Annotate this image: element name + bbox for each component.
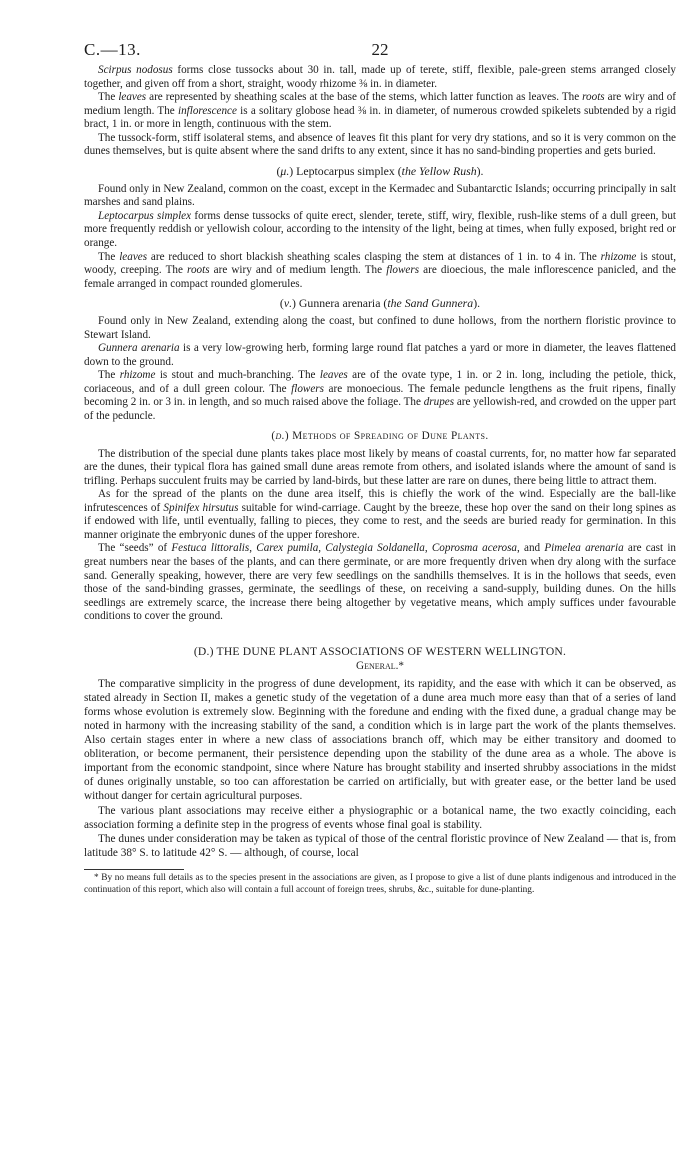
document-reference: C.—13.	[84, 40, 141, 59]
section-heading: (D.) THE DUNE PLANT ASSOCIATIONS OF WESTERN WELLINGTON.	[193, 644, 567, 658]
plant-descriptions	[84, 64, 676, 624]
paragraph: The leaves are reduced to short blackish sheathing scales clasping the stem at distances of 1 in. to 4 in. The rhizome is stout, woody, creeping. The roots are wiry and of medium length. The flowers are dioecious, the male inflorescence panicled, and the female arranged in compact rounded glomerules.	[84, 250, 676, 290]
subsection-heading: (d.) Methods of Spreading of Dune Plants.	[271, 429, 489, 442]
paragraph: The comparative simplicity in the progress of dune development, its rapidity, and the ease with which it can be observed, as stated already in Section II, makes a genetic study of the vegetation of a dune area much more easy than that of a series of land forms whose evolution is extremely slow. Beginning with the foredune and ending with the fixed dune, a gradual change may be noted in harmony with the increasing stability of the sand, a condition which is in large part the work of the plants themselves. Also certain stages enter in where a new class of associations branch off, which may be either transitory and doomed to obliteration, or become permanent, their persistence depending upon the stability of the dune area as a whole. The above is important from the economic standpoint, since where Nature has brought stability and inserted shrubby associations in the midst of dunes originally unstable, so too can afforestation be carried on artificially, but with greater ease, or the better land be used without danger for certain agricultural purposes.	[84, 677, 676, 803]
page-header	[84, 40, 676, 64]
paragraph: The tussock-form, stiff isolateral stems, and absence of leaves fit this plant for very dry stations, and so it is very common on the dunes themselves, but is quite absent where the sand drifts to any extent, since it has no sand-binding properties and gets buried.	[84, 131, 676, 158]
paragraph: The leaves are represented by sheathing scales at the base of the stems, which latter function as leaves. The roots are wiry and of medium length. The inflorescence is a solitary globose head ⅜ in. in diameter, of numerous crowded spikelets subtended by a rigid bract, 1 in. or more in length, continuous with the stem.	[84, 91, 677, 131]
subsection-heading: (ν.) Gunnera arenaria (the Sand Gunnera).	[279, 296, 481, 311]
paragraph: The rhizome is stout and much-branching. The leaves are of the ovate type, 1 in. or 2 in. long, including the petiole, thick, coriaceous, and of a dull green colour. The flowers are monoecious. The female peduncle lengthens as the fruit ripens, finally becoming 2 in. or 3 in. in length, and so much raised above the foliage. The drupes are yellowish-red, and crowded on the upper part of the peduncle.	[84, 369, 677, 423]
dune-associations-section	[84, 645, 676, 860]
paragraph: The “seeds” of Festuca littoralis, Carex pumila, Calystegia Soldanella, Coprosma acerosa, and Pimelea arenaria are cast in great numbers near the bases of the plants, and can there germinate, or are more frequently driven when dry along with the surface sand. Generally speaking, however, there are very few seedlings on the sandhills themselves. It is in the hollows that seeds, even those of the sand-binding grasses, germinate, the seedlings of these, on receiving a sand-supply, building dunes. On the hills seedlings are extremely scarce, the increase there being altogether by vegetative means, which amply suffices under favourable conditions to cover the ground.	[84, 542, 676, 623]
paragraph: Gunnera arenaria is a very low-growing herb, forming large round flat patches a yard or more in diameter, the leaves flattened down to the ground.	[84, 342, 676, 368]
page-number: 22	[371, 40, 389, 59]
paragraph: Scirpus nodosus forms close tussocks about 30 in. tall, made up of terete, stiff, flexible, pale-green stems arranged closely together, and given off from a short, straight, woody rhizome ⅜ in. in diameter.	[84, 64, 676, 90]
paragraph: As for the spread of the plants on the dune area itself, this is chiefly the work of the wind. Especially are the ball-like infrutescences of Spinifex hirsutus suitable for wind-carriage. Caught by the breeze, these hop over the sand on their long spines as if endowed with life, until eventually, falling to pieces, they come to rest, and the seeds are buried ready for germination. In this manner originate the embryonic dunes of the upper foreshore.	[84, 488, 676, 541]
footnote-rule	[84, 869, 184, 870]
paragraph: Found only in New Zealand, extending along the coast, but confined to dune hollows, from the northern floristic province to Stewart Island.	[84, 315, 676, 341]
footnote: * By no means full details as to the species present in the associations are given, as I propose to give a list of dune plants indigenous and introduced in the continuation of this report, which also will contain a full account of foreign trees, shrubs, &c., suitable for dune-planting.	[84, 872, 676, 895]
paragraph: Leptocarpus simplex forms dense tussocks of quite erect, slender, terete, stiff, wiry, flexible, rush-like stems of a dull green, but more frequently reddish or yellowish colour, according to the intensity of the light, being at times, when fully exposed, bright red or orange.	[84, 209, 676, 250]
paragraph: The dunes under consideration may be taken as typical of those of the central floristic province of New Zealand — that is, from latitude 38° S. to latitude 42° S. — although, of course, local	[84, 832, 676, 859]
paragraph: Found only in New Zealand, common on the coast, except in the Kermadec and Subantarctic Islands; occurring principally in salt marshes and sand plains.	[84, 182, 676, 209]
document-page	[84, 40, 676, 896]
subsection-heading: (μ.) Leptocarpus simplex (the Yellow Rush).	[276, 163, 484, 178]
section-subheading: General.*	[355, 659, 405, 672]
paragraph: The distribution of the special dune plants takes place most likely by means of coastal currents, for, no matter how far separated are the dunes, their typical flora has gained small dune areas remote from others, and isolated islands where the amount of sand is trifling. Perhaps succulent fruits may be carried by land-birds, but these latter are rare on dunes, there being little to attract them.	[84, 447, 676, 487]
paragraph: The various plant associations may receive either a physiographic or a botanical name, the two exactly coinciding, each association forming a definite step in the progress of events whose final goal is stability.	[84, 804, 676, 831]
